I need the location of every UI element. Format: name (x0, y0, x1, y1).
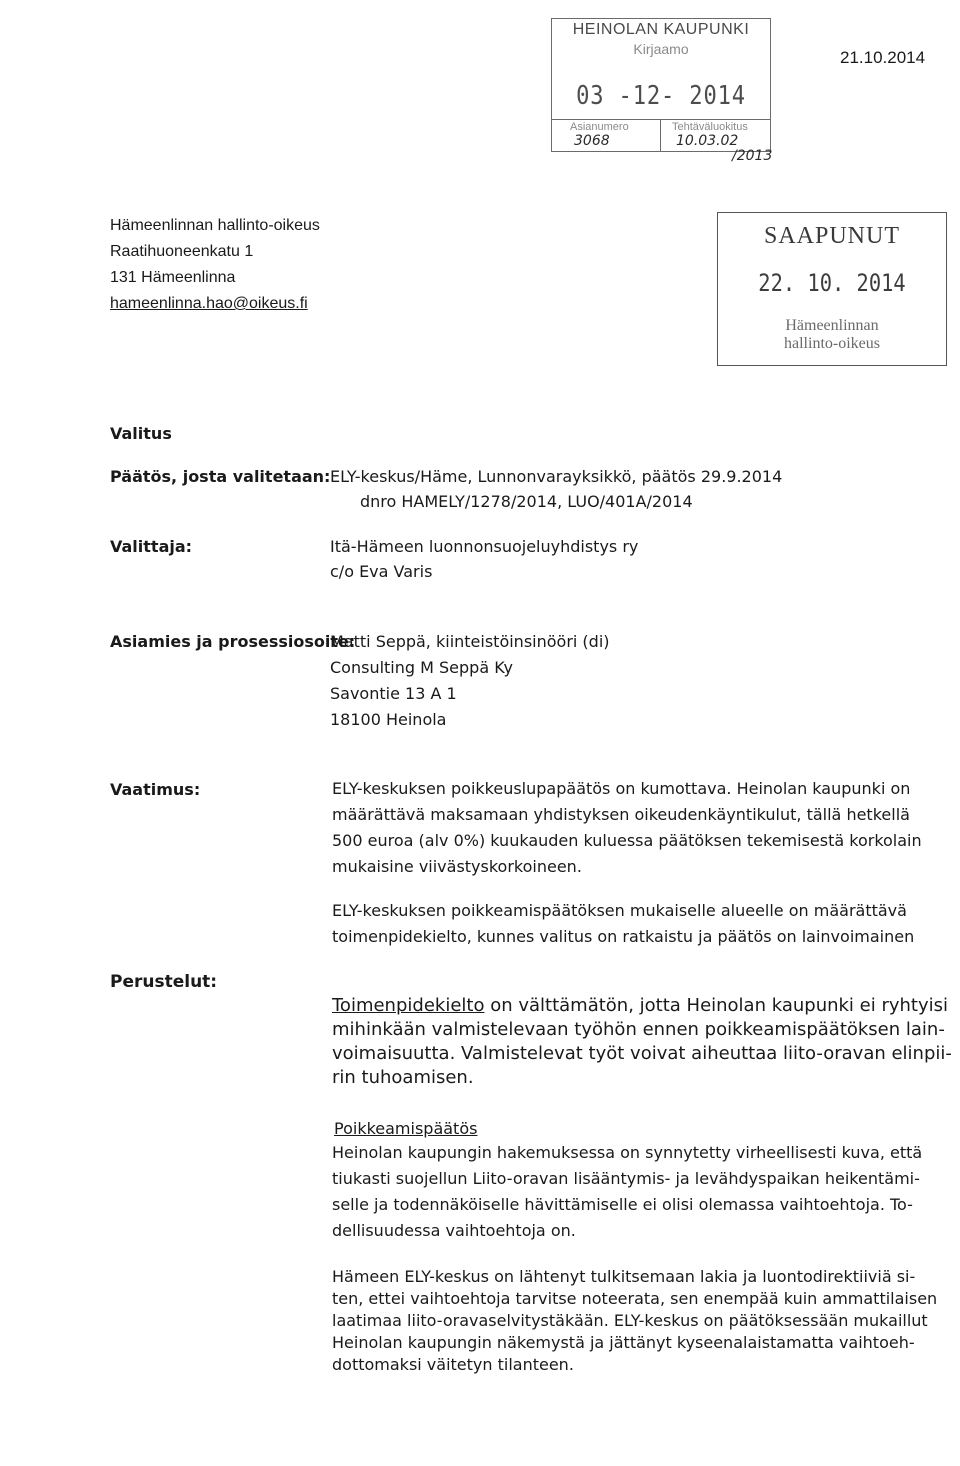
agent-line: 18100 Heinola (330, 710, 447, 729)
text-line (332, 994, 952, 1018)
decision-line1: ELY-keskus/Häme, Lunnonvarayksikkö, päätös 29.9.2014 (330, 467, 783, 486)
text-line: ten, ettei vaihtoehtoja tarvitse noteerata, sen enempää kuin ammattilaisen (332, 1289, 938, 1308)
text-line: toimenpidekielto, kunnes valitus on ratkaistu ja päätös on lainvoimainen (332, 927, 915, 946)
text-line: dellisuudessa vaihtoehtoja on. (332, 1221, 576, 1240)
received-stamp-org-line2: hallinto-oikeus (784, 335, 880, 352)
decision-line2: dnro HAMELY/1278/2014, LUO/401A/2014 (360, 492, 693, 511)
text-line: voimaisuutta. Valmistelevat työt voivat aiheuttaa liito-oravan elinpii- (332, 1043, 952, 1064)
text-line: mihinkään valmistelevaan työhön ennen poikkeamispäätöksen lain- (332, 1019, 945, 1040)
text-span: on välttämätön, jotta Heinolan kaupunki ei ryhtyisi (484, 995, 949, 1016)
text-line: Heinolan kaupungin näkemystä ja jättänyt kyseenalaistamatta vaihtoeh- (332, 1333, 915, 1352)
text-line: dottomaksi väitetyn tilanteen. (332, 1355, 574, 1374)
text-line: ELY-keskuksen poikkeuslupapäätös on kumottava. Heinolan kaupunki on (332, 779, 911, 798)
demand-paragraph-2 (332, 898, 914, 950)
grounds-paragraph-3 (332, 1266, 937, 1376)
case-number-handwritten: 3068 (574, 133, 610, 149)
appellant-line1: Itä-Hämeen luonnonsuojeluyhdistys ry (330, 537, 639, 556)
grounds-subheading: Poikkeamispäätös (334, 1119, 478, 1138)
text-line: laatimaa liito-oravaselvitystäkään. ELY-keskus on päätöksessään mukaillut (332, 1311, 928, 1330)
appellant-label: Valittaja: (110, 537, 193, 556)
recipient-city: 131 Hämeenlinna (110, 269, 236, 286)
agent-line: Savontie 13 A 1 (330, 684, 457, 703)
recipient-name: Hämeenlinnan hallinto-oikeus (110, 217, 320, 234)
agent-label: Asiamies ja prosessiosoite: (110, 632, 356, 651)
appellant-line2: c/o Eva Varis (330, 562, 433, 581)
recipient-street: Raatihuoneenkatu 1 (110, 243, 254, 260)
decision-label: Päätös, josta valitetaan: (110, 467, 331, 486)
document-heading: Valitus (110, 424, 172, 443)
grounds-paragraph-2 (332, 1140, 922, 1244)
task-class-handwritten: 10.03.02 (676, 133, 739, 149)
registry-stamp (551, 18, 771, 152)
letter-date: 21.10.2014 (840, 48, 926, 67)
registry-stamp-date: 03 -12- 2014 (576, 81, 746, 111)
recipient-email-link[interactable]: hameenlinna.hao@oikeus.fi (110, 295, 308, 312)
text-line: tiukasti suojellun Liito-oravan lisääntymis- ja levähdyspaikan heikentämi- (332, 1169, 920, 1188)
case-number-label: Asianumero (570, 121, 629, 133)
task-class-label: Tehtäväluokitus (672, 121, 748, 133)
text-line: 500 euroa (alv 0%) kuukauden kuluessa päätöksen tekemisestä korkolain (332, 831, 922, 850)
demand-paragraph-1 (332, 776, 922, 880)
text-line: Heinolan kaupungin hakemuksessa on synnytetty virheellisesti kuva, että (332, 1143, 923, 1162)
registry-stamp-cell-divider (660, 119, 661, 151)
text-line: Hämeen ELY-keskus on lähtenyt tulkitsemaan lakia ja luontodirektiiviä si- (332, 1267, 916, 1286)
demand-label: Vaatimus: (110, 780, 201, 799)
underlined-term: Toimenpidekielto (332, 995, 485, 1016)
text-line: mukaisine viivästyskorkoineen. (332, 857, 582, 876)
grounds-label: Perustelut: (110, 972, 218, 992)
text-line: selle ja todennäköiselle hävittämiselle ei olisi olemassa vaihtoehtoja. To- (332, 1195, 913, 1214)
agent-line: Matti Seppä, kiinteistöinsinööri (di) (330, 632, 610, 651)
handwritten-year-note: /2013 (732, 148, 773, 164)
registry-stamp-title: HEINOLAN KAUPUNKI (572, 21, 750, 38)
received-stamp-org-line1: Hämeenlinnan (785, 317, 879, 334)
received-stamp-title: SAAPUNUT (763, 223, 900, 249)
text-line: ELY-keskuksen poikkeamispäätöksen mukaiselle alueelle on määrättävä (332, 901, 907, 920)
agent-line: Consulting M Seppä Ky (330, 658, 514, 677)
text-line: määrättävä maksamaan yhdistyksen oikeudenkäyntikulut, tällä hetkellä (332, 805, 910, 824)
registry-stamp-subtitle: Kirjaamo (633, 41, 689, 57)
received-stamp-date: 22. 10. 2014 (758, 269, 906, 297)
grounds-paragraph-1 (332, 994, 952, 1090)
received-stamp (717, 212, 947, 366)
text-line: rin tuhoamisen. (332, 1067, 474, 1088)
